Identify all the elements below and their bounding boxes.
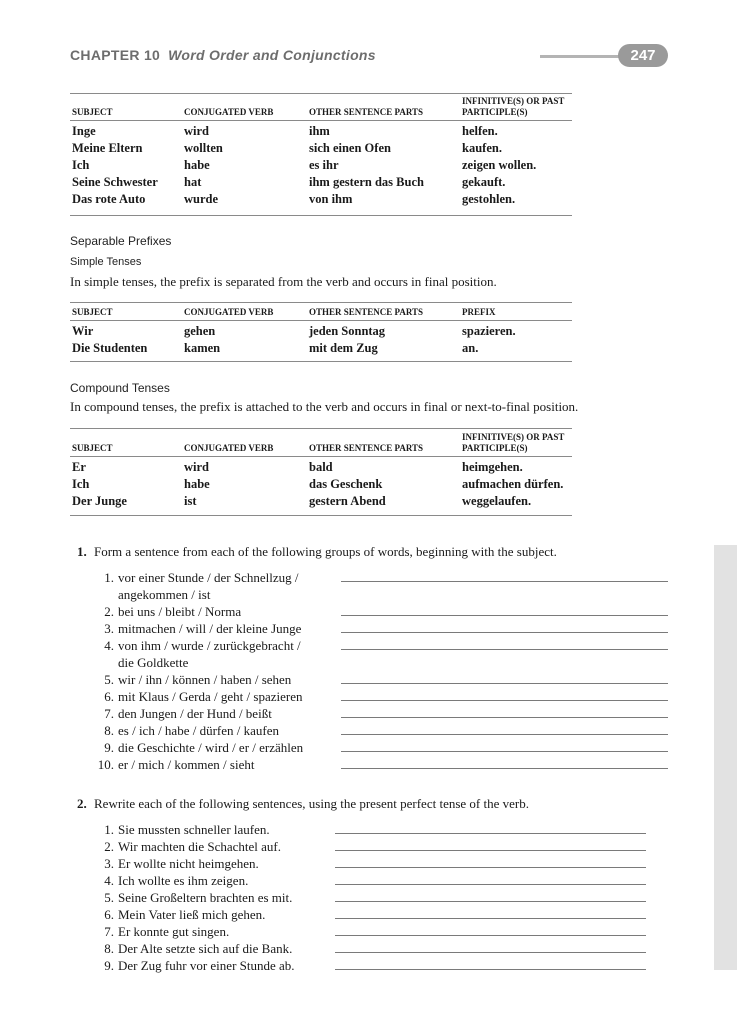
item-number: 4. [104, 873, 114, 888]
table-cell: an. [462, 340, 479, 355]
answer-line[interactable] [341, 751, 668, 752]
item-number: 7. [104, 706, 114, 721]
table-cell: ihm [309, 124, 330, 138]
table-cell: wird [184, 459, 209, 474]
item-text: wir / ihn / können / haben / sehen [118, 672, 292, 687]
table-row [70, 121, 572, 141]
item-text: bei uns / bleibt / Norma [118, 604, 242, 619]
answer-line[interactable] [341, 581, 668, 582]
table-row [70, 140, 572, 157]
answer-line[interactable] [335, 867, 646, 868]
exercise-number: 2. [77, 796, 87, 811]
exercise-2-item [92, 821, 270, 838]
answer-line[interactable] [341, 615, 668, 616]
table-cell: Der Junge [72, 493, 127, 508]
col-header: OTHER SENTENCE PARTS [307, 431, 460, 456]
exercise-1-item [92, 569, 299, 586]
exercise-2-item [92, 906, 265, 923]
table-cell: ist [184, 493, 197, 508]
col-header: CONJUGATED VERB [182, 305, 307, 320]
table-bottom-rule [70, 515, 572, 516]
chapter-header [70, 47, 376, 63]
item-number: 2. [104, 604, 114, 619]
subsection-heading: Compound Tenses [70, 381, 170, 395]
chapter-label: CHAPTER 10 [70, 47, 161, 63]
item-number: 2. [104, 839, 114, 854]
table-cell: jeden Sonntag [309, 323, 386, 338]
exercise-1-item [92, 671, 291, 688]
table-row [70, 191, 572, 208]
table-cell: aufmachen dürfen. [462, 476, 564, 491]
table-cell: gestern Abend [309, 493, 386, 508]
item-text: Mein Vater ließ mich gehen. [118, 907, 266, 922]
table-cell: bald [309, 459, 333, 474]
item-text: Ich wollte es ihm zeigen. [118, 873, 249, 888]
answer-line[interactable] [341, 734, 668, 735]
item-number: 1. [104, 822, 114, 837]
table-cell: weggelaufen. [462, 493, 532, 508]
item-text: Der Alte setzte sich auf die Bank. [118, 941, 293, 956]
item-text: vor einer Stunde / der Schnellzug / [118, 570, 299, 585]
table-cell: kaufen. [462, 141, 502, 155]
table-header-row [70, 96, 572, 121]
exercise-2-item [92, 838, 281, 855]
table-row [70, 320, 572, 340]
section-heading: Separable Prefixes [70, 234, 172, 248]
item-number: 5. [104, 672, 114, 687]
item-number: 6. [104, 907, 114, 922]
col-header: INFINITIVE(S) OR PAST PARTICIPLE(S) [460, 431, 572, 456]
exercise-2-item [92, 923, 229, 940]
table-cell: von ihm [309, 192, 353, 206]
table-cell: zeigen wollen. [462, 158, 537, 172]
subsection-heading: Simple Tenses [70, 256, 142, 268]
item-number: 8. [104, 941, 114, 956]
exercise-1-item [92, 705, 272, 722]
item-text: Er wollte nicht heimgehen. [118, 856, 259, 871]
answer-line[interactable] [341, 700, 668, 701]
table-cell: mit dem Zug [309, 340, 378, 355]
paragraph: In compound tenses, the prefix is attached to the verb and occurs in final or next-to-final position. [70, 399, 579, 414]
exercise-1-item [92, 756, 254, 773]
table-cell: gekauft. [462, 175, 506, 189]
answer-line[interactable] [335, 901, 646, 902]
item-text: den Jungen / der Hund / beißt [118, 706, 272, 721]
table-bottom-rule [70, 361, 572, 362]
exercise-1-item [92, 637, 301, 654]
exercise-1-item [92, 620, 301, 637]
answer-line[interactable] [341, 683, 668, 684]
table-row [70, 340, 572, 357]
table-cell: habe [184, 158, 210, 172]
item-number: 3. [104, 621, 114, 636]
table-cell: Inge [72, 124, 96, 138]
table-cell: sich einen Ofen [309, 141, 391, 155]
item-number: 7. [104, 924, 114, 939]
chapter-title: Word Order and Conjunctions [168, 47, 376, 63]
col-header: PREFIX [460, 305, 572, 320]
item-text: mit Klaus / Gerda / geht / spazieren [118, 689, 303, 704]
table-top-rule [70, 302, 572, 303]
exercise-2-item [92, 940, 292, 957]
exercise-1-instruction [77, 544, 557, 560]
item-number: 9. [104, 740, 114, 755]
word-order-table [70, 96, 572, 208]
item-text: er / mich / kommen / sieht [118, 757, 255, 772]
table-cell: Meine Eltern [72, 141, 143, 155]
table-cell: Ich [72, 476, 90, 491]
table-cell: wurde [184, 192, 219, 206]
exercise-number: 1. [77, 544, 87, 559]
table-bottom-rule [70, 215, 572, 216]
item-text: Sie mussten schneller laufen. [118, 822, 270, 837]
table-cell: helfen. [462, 124, 498, 138]
separable-prefix-table [70, 305, 572, 357]
col-header: SUBJECT [70, 431, 182, 456]
col-header: OTHER SENTENCE PARTS [307, 96, 460, 121]
table-cell: gestohlen. [462, 192, 516, 206]
table-cell: Seine Schwester [72, 175, 158, 189]
table-header-row [70, 431, 572, 456]
table-cell: Das rote Auto [72, 192, 146, 206]
exercise-1-item [92, 603, 241, 620]
table-row [70, 476, 572, 493]
exercise-2-item [92, 889, 292, 906]
item-text: Er konnte gut singen. [118, 924, 230, 939]
table-cell: Wir [72, 323, 94, 338]
table-cell: Die Studenten [72, 340, 148, 355]
exercise-text: Rewrite each of the following sentences, using the present perfect tense of the verb. [94, 796, 529, 811]
answer-line[interactable] [341, 632, 668, 633]
item-text: Der Zug fuhr vor einer Stunde ab. [118, 958, 295, 973]
table-top-rule [70, 93, 572, 94]
table-row [70, 456, 572, 476]
answer-line[interactable] [335, 918, 646, 919]
item-text-continued: die Goldkette [118, 655, 189, 670]
answer-line[interactable] [335, 833, 646, 834]
header-rule [540, 55, 630, 58]
table-header-row [70, 305, 572, 320]
table-cell: kamen [184, 340, 221, 355]
answer-line[interactable] [335, 952, 646, 953]
table-top-rule [70, 428, 572, 429]
table-cell: wird [184, 124, 209, 138]
item-number: 9. [104, 958, 114, 973]
exercise-1-item [92, 739, 303, 756]
answer-line[interactable] [335, 935, 646, 936]
exercise-text: Form a sentence from each of the following groups of words, beginning with the subject. [94, 544, 557, 559]
page-number: 247 [618, 44, 668, 67]
exercise-1-item [92, 688, 302, 705]
answer-line[interactable] [335, 969, 646, 970]
item-number: 4. [104, 638, 114, 653]
item-text: von ihm / wurde / zurückgebracht / [118, 638, 301, 653]
table-row [70, 493, 572, 510]
table-row [70, 157, 572, 174]
table-cell: hat [184, 175, 202, 189]
col-header: SUBJECT [70, 96, 182, 121]
answer-line[interactable] [341, 717, 668, 718]
table-cell: wollten [184, 141, 223, 155]
table-cell: spazieren. [462, 323, 516, 338]
table-cell: Ich [72, 158, 90, 172]
item-text: mitmachen / will / der kleine Junge [118, 621, 302, 636]
item-text: Seine Großeltern brachten es mit. [118, 890, 293, 905]
exercise-2-item [92, 872, 248, 889]
table-cell: heimgehen. [462, 459, 523, 474]
item-number: 6. [104, 689, 114, 704]
col-header: CONJUGATED VERB [182, 431, 307, 456]
exercise-2-item [92, 957, 295, 974]
item-text: es / ich / habe / dürfen / kaufen [118, 723, 279, 738]
table-cell: Er [72, 459, 86, 474]
side-thumb-tab [714, 545, 737, 970]
table-cell: es ihr [309, 158, 339, 172]
item-number: 5. [104, 890, 114, 905]
col-header: INFINITIVE(S) OR PAST PARTICIPLE(S) [460, 96, 572, 121]
table-cell: das Geschenk [309, 476, 383, 491]
compound-tense-table [70, 431, 572, 510]
table-cell: gehen [184, 323, 216, 338]
item-number: 1. [104, 570, 114, 585]
table-row [70, 174, 572, 191]
item-number: 3. [104, 856, 114, 871]
answer-line[interactable] [335, 884, 646, 885]
answer-line[interactable] [341, 768, 668, 769]
item-text: die Geschichte / wird / er / erzählen [118, 740, 304, 755]
col-header: SUBJECT [70, 305, 182, 320]
exercise-2-item [92, 855, 259, 872]
answer-line[interactable] [335, 850, 646, 851]
paragraph: In simple tenses, the prefix is separated from the verb and occurs in final position. [70, 274, 497, 289]
col-header: CONJUGATED VERB [182, 96, 307, 121]
item-text: Wir machten die Schachtel auf. [118, 839, 281, 854]
answer-line[interactable] [341, 649, 668, 650]
item-number: 10. [97, 757, 114, 772]
exercise-1-item [92, 722, 279, 739]
item-number: 8. [104, 723, 114, 738]
exercise-2-instruction [77, 796, 529, 812]
item-text-continued: angekommen / ist [118, 587, 211, 602]
table-cell: habe [184, 476, 210, 491]
col-header: OTHER SENTENCE PARTS [307, 305, 460, 320]
table-cell: ihm gestern das Buch [309, 175, 424, 189]
